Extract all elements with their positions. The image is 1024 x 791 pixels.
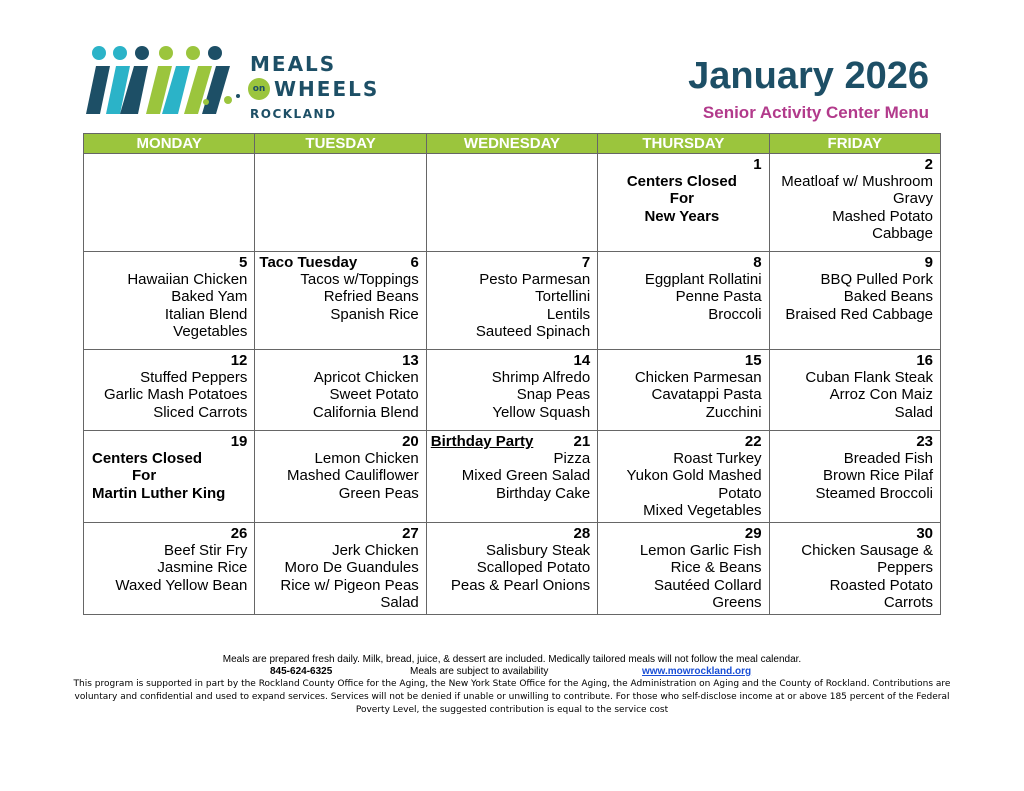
menu-item: Snap Peas <box>516 386 591 404</box>
footer-disclaimer: This program is supported in part by the Rockland County Office for the Aging, the New York State Office for the Aging, the Administration on Aging and the County of Rockland. Contributions are voluntary and confidential and used to expand services. Services will not be denied if unable or unwilling to contribute. For those who self-disclose income at or above 185 percent of the Federal Poverty Level, the suggested contribution is equal to the service cost <box>73 679 951 715</box>
day-number: 26 <box>230 525 248 542</box>
footer-contact-row <box>60 666 964 678</box>
day-cell <box>426 154 597 252</box>
logo-wordmark <box>250 52 379 124</box>
closure-notice: Centers Closed <box>626 173 737 191</box>
day-number: 2 <box>924 156 933 173</box>
day-header-tuesday: TUESDAY <box>255 134 426 154</box>
day-number: 19 <box>230 433 248 450</box>
day-number: 21 <box>573 433 591 450</box>
day-cell <box>255 154 426 252</box>
day-cell <box>426 350 597 431</box>
menu-item: Jasmine Rice <box>157 559 248 577</box>
footer-availability: Meals are subject to availability <box>410 666 549 677</box>
closure-notice: Centers Closed <box>92 450 203 468</box>
closure-notice: For <box>669 190 694 208</box>
menu-item: Pizza <box>553 450 591 468</box>
menu-item: Sautéed Collard <box>653 576 762 594</box>
menu-item: Baked Yam <box>171 288 248 306</box>
menu-item: Zucchini <box>705 403 762 421</box>
day-number: 16 <box>916 352 933 369</box>
day-cell <box>84 350 255 431</box>
day-number: 5 <box>239 254 248 271</box>
day-cell <box>598 252 769 350</box>
week-row <box>84 154 941 252</box>
menu-item: Chicken Parmesan <box>634 369 762 387</box>
menu-item: Pesto Parmesan <box>479 271 591 289</box>
day-cell <box>769 350 940 431</box>
menu-item: BBQ Pulled Pork <box>820 271 933 289</box>
menu-item: Refried Beans <box>323 288 419 306</box>
day-cell <box>598 350 769 431</box>
event-label: Birthday Party <box>430 433 534 450</box>
menu-item: Sauteed Spinach <box>475 322 591 340</box>
menu-item: Braised Red Cabbage <box>785 305 933 323</box>
day-number: 13 <box>402 352 419 369</box>
menu-item: Salisbury Steak <box>485 542 591 560</box>
menu-item: Broccoli <box>708 305 762 323</box>
day-number: 8 <box>753 254 762 271</box>
day-cell <box>426 523 597 615</box>
menu-item: Meatloaf w/ Mushroom <box>781 173 933 191</box>
closure-notice: New Years <box>644 207 720 225</box>
menu-item: Steamed Broccoli <box>815 484 933 502</box>
menu-item: Lemon Chicken <box>314 450 419 468</box>
menu-item: Stuffed Peppers <box>140 369 248 387</box>
day-cell <box>426 431 597 523</box>
page-title: January 2026 <box>688 55 929 97</box>
closure-notice: Martin Luther King <box>92 484 226 502</box>
menu-item: Greens <box>712 593 762 611</box>
day-cell <box>84 523 255 615</box>
day-number: 29 <box>744 525 762 542</box>
day-cell <box>255 523 426 615</box>
menu-item: Lentils <box>546 305 591 323</box>
day-number: 23 <box>916 433 933 450</box>
day-number: 6 <box>410 254 419 271</box>
logo-meals: MEALS <box>250 52 337 76</box>
menu-item: Shrimp Alfredo <box>491 369 591 387</box>
menu-item: Eggplant Rollatini <box>644 271 762 289</box>
event-label: Taco Tuesday <box>259 254 358 271</box>
day-cell <box>769 252 940 350</box>
menu-item: Roast Turkey <box>673 450 762 468</box>
day-number: 14 <box>573 352 591 369</box>
menu-item: Jerk Chicken <box>332 542 419 560</box>
day-number: 22 <box>744 433 762 450</box>
day-number: 1 <box>753 156 762 173</box>
menu-item: Green Peas <box>338 484 419 502</box>
menu-item: Italian Blend <box>164 305 248 323</box>
day-cell <box>769 523 940 615</box>
week-row <box>84 350 941 431</box>
day-header-thursday: THURSDAY <box>598 134 769 154</box>
week-row <box>84 252 941 350</box>
menu-item: Cuban Flank Steak <box>805 369 933 387</box>
menu-item: Tacos w/Toppings <box>300 271 419 289</box>
menu-item: Scalloped Potato <box>476 559 591 577</box>
menu-item: Peas & Pearl Onions <box>450 576 591 594</box>
menu-item: Chicken Sausage & <box>801 542 933 560</box>
menu-item: Beef Stir Fry <box>164 542 248 560</box>
day-cell <box>255 252 426 350</box>
menu-item: Baked Beans <box>843 288 933 306</box>
footer-website-link[interactable]: www.mowrockland.org <box>642 666 752 677</box>
logo-wheels: WHEELS <box>274 77 380 101</box>
menu-item: Peppers <box>877 559 933 577</box>
menu-item: Birthday Cake <box>495 484 591 502</box>
day-cell <box>769 431 940 523</box>
day-cell <box>255 431 426 523</box>
menu-item: California Blend <box>312 403 419 421</box>
day-header-friday: FRIDAY <box>769 134 940 154</box>
menu-item: Mashed Potato <box>832 207 933 225</box>
menu-item: Breaded Fish <box>843 450 933 468</box>
day-header-monday: MONDAY <box>84 134 255 154</box>
menu-item: Cavatappi Pasta <box>651 386 762 404</box>
menu-item: Lemon Garlic Fish <box>639 542 762 560</box>
day-number: 12 <box>230 352 248 369</box>
menu-item: Yukon Gold Mashed <box>626 467 762 485</box>
menu-item: Penne Pasta <box>675 288 762 306</box>
menu-calendar <box>83 133 941 615</box>
day-cell <box>84 431 255 523</box>
closure-notice: For <box>132 467 157 485</box>
menu-item: Brown Rice Pilaf <box>822 467 933 485</box>
footer-phone: 845-624-6325 <box>270 666 333 677</box>
day-cell <box>426 252 597 350</box>
menu-item: Carrots <box>883 593 933 611</box>
day-number: 30 <box>916 525 933 542</box>
menu-item: Salad <box>894 403 933 421</box>
day-cell <box>598 154 769 252</box>
menu-item: Rice w/ Pigeon Peas <box>280 576 419 594</box>
footer-meals-note: Meals are prepared fresh daily. Milk, bread, juice, & dessert are included. Medically tailored meals will not follow the meal calendar. <box>222 654 802 665</box>
day-number: 9 <box>924 254 933 271</box>
day-number: 28 <box>573 525 591 542</box>
menu-item: Garlic Mash Potatoes <box>103 386 248 404</box>
menu-item: Apricot Chicken <box>313 369 419 387</box>
day-number: 7 <box>581 254 591 271</box>
menu-item: Arroz Con Maiz <box>829 386 933 404</box>
menu-item: Tortellini <box>535 288 591 306</box>
menu-item: Gravy <box>892 190 933 208</box>
menu-item: Roasted Potato <box>829 576 933 594</box>
menu-item: Salad <box>380 593 419 611</box>
day-header-wednesday: WEDNESDAY <box>426 134 597 154</box>
menu-item: Cabbage <box>872 224 933 242</box>
week-row <box>84 431 941 523</box>
day-cell <box>84 252 255 350</box>
day-number: 15 <box>744 352 762 369</box>
menu-item: Sliced Carrots <box>153 403 248 421</box>
day-cell <box>255 350 426 431</box>
menu-item: Yellow Squash <box>492 403 591 421</box>
day-cell <box>84 154 255 252</box>
menu-item: Potato <box>718 484 762 502</box>
menu-item: Moro De Guandules <box>284 559 419 577</box>
menu-item: Mixed Green Salad <box>461 467 591 485</box>
day-number: 27 <box>402 525 419 542</box>
menu-item: Hawaiian Chicken <box>127 271 248 289</box>
menu-item: Waxed Yellow Bean <box>115 576 248 594</box>
day-header-row <box>84 134 941 154</box>
logo-on-badge: on <box>248 78 270 100</box>
day-cell <box>598 523 769 615</box>
menu-item: Spanish Rice <box>330 305 419 323</box>
logo-rockland: ROCKLAND <box>250 107 337 121</box>
day-number: 20 <box>402 433 419 450</box>
menu-item: Rice & Beans <box>670 559 762 577</box>
menu-item: Mashed Cauliflower <box>287 467 419 485</box>
week-row <box>84 523 941 615</box>
day-cell <box>769 154 940 252</box>
day-cell <box>598 431 769 523</box>
menu-item: Sweet Potato <box>329 386 419 404</box>
menu-item: Vegetables <box>173 322 248 340</box>
page-subtitle: Senior Activity Center Menu <box>702 103 929 122</box>
menu-item: Mixed Vegetables <box>643 501 762 519</box>
